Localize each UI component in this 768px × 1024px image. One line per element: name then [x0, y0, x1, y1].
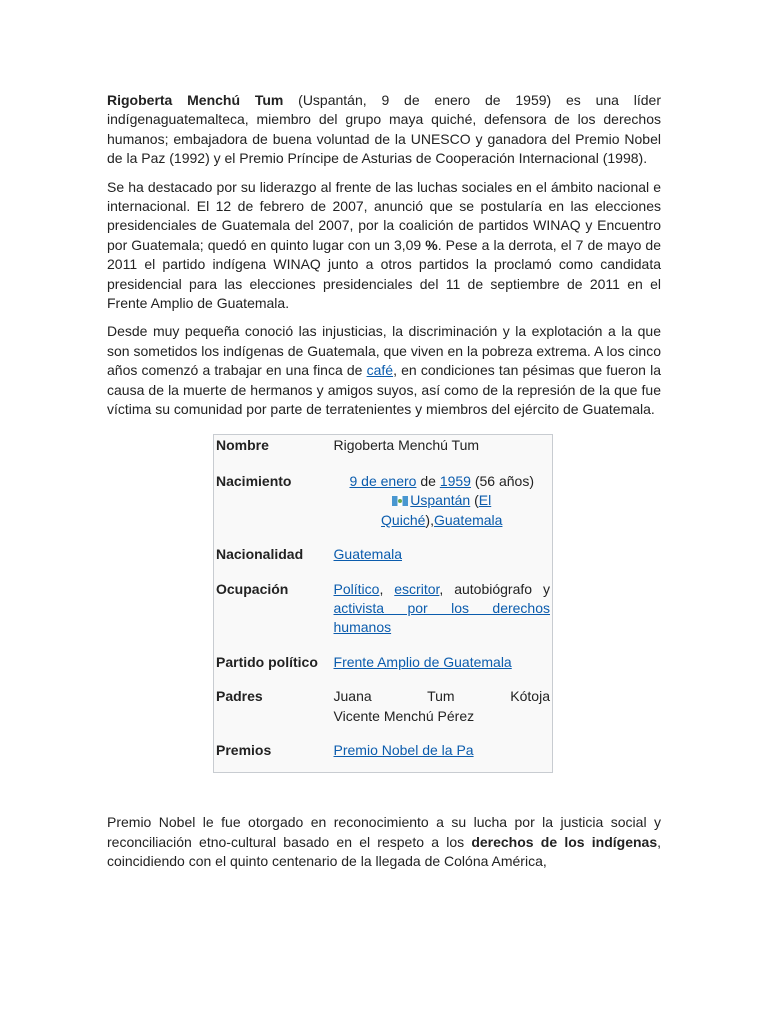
birth-de: de	[416, 472, 440, 489]
paragraph-career	[107, 178, 661, 314]
paragraph-intro-text: (Uspantán, 9 de enero de 1959) es una líder indígenaguatemalteca, miembro del grupo maya quiché, defensora de los derechos humanos; embajadora de buena voluntad de la UNESCO y ganadora del Premio Nobel de la Paz (1992) y el Premio Príncipe de Asturias de Cooperación Internacional (1998).	[107, 92, 661, 167]
padres-mother: Juana Tum Kótoja	[333, 688, 550, 705]
infobox-label-nacionalidad: Nacionalidad	[216, 546, 304, 563]
infobox-value-nacionalidad	[334, 544, 553, 564]
link-activista[interactable]: activista por los derechos humanos	[333, 599, 550, 636]
infobox-row-padres	[214, 686, 553, 726]
infobox-row-nacimiento	[214, 471, 553, 530]
link-el-quiche[interactable]: El Quiché	[381, 492, 492, 528]
infobox	[213, 434, 553, 774]
paragraph-intro	[107, 91, 661, 169]
paragraph-nobel-bold: derechos de los indígenas	[471, 833, 658, 850]
document-page	[107, 91, 661, 881]
infobox-label-premios: Premios	[216, 741, 272, 758]
infobox-value-partido	[334, 652, 553, 672]
guatemala-flag-icon	[392, 496, 408, 506]
infobox-label-ocupacion: Ocupación	[216, 580, 289, 597]
infobox-row-premios	[214, 740, 553, 760]
paragraph-nobel-text-b: , coincidiendo con el quinto centenario de la llegada de Colóna América,	[107, 833, 662, 870]
infobox-value-ocupacion	[334, 579, 553, 638]
ocupacion-text: , autobiógrafo y	[439, 580, 550, 597]
link-uspantan[interactable]: Uspantán	[410, 492, 471, 509]
infobox-value-nacimiento	[334, 471, 553, 530]
link-frente-amplio[interactable]: Frente Amplio de Guatemala	[333, 653, 512, 670]
link-guatemala-birth[interactable]: Guatemala	[433, 511, 503, 528]
infobox-value-premios	[334, 740, 553, 760]
birth-paren-close: ),	[425, 511, 434, 528]
birth-paren-open: (	[470, 492, 479, 509]
infobox-value-nombre: Rigoberta Menchú Tum	[333, 436, 480, 453]
birth-age: (56 años)	[470, 472, 535, 489]
paragraph-childhood-text-b: , en condiciones tan pésimas que fueron la causa de la muerte de hermanos y amigos suyos, así como de la represión de la que fue víctima su comunidad por parte de terratenientes y miembros del ejército de Guatemala.	[107, 362, 661, 418]
padres-father: Vicente Menchú Pérez	[333, 707, 475, 724]
paragraph-career-text-a: Se ha destacado por su liderazgo al frente de las luchas sociales en el ámbito nacional e internacional. El 12 de febrero de 2007, anunció que se postularía en las elecciones presidenciales de Guatemala del 2007, por la coalición de partidos WINAQ y Encuentro por Guatemala; quedó en quinto lugar con un 3,09	[107, 178, 661, 253]
paragraph-career-text-b: . Pese a la derrota, el 7 de mayo de 2011 el partido indígena WINAQ junto a otros partidos la proclamó como candidata presidencial para las elecciones presidenciales del 11 de septiembre de 2011 en el Frente Amplio de Guatemala.	[107, 236, 661, 312]
ocupacion-sep: ,	[379, 580, 395, 597]
link-politico[interactable]: Político	[333, 580, 380, 597]
link-cafe[interactable]: café	[366, 362, 394, 379]
infobox-row-ocupacion	[214, 579, 553, 638]
infobox-value-padres	[334, 686, 553, 726]
link-birth-year[interactable]: 1959	[439, 472, 471, 489]
infobox-row-partido	[214, 652, 553, 672]
infobox-label-nombre: Nombre	[216, 436, 269, 453]
link-premio-nobel[interactable]: Premio Nobel de la Pa	[333, 741, 474, 758]
subject-name: Rigoberta Menchú Tum	[107, 92, 284, 108]
infobox-label-padres: Padres	[216, 688, 263, 705]
percent-sign: %	[425, 236, 438, 253]
paragraph-childhood	[107, 322, 661, 419]
infobox-label-nacimiento: Nacimiento	[216, 472, 292, 489]
infobox-row-nombre	[214, 434, 553, 455]
infobox-row-nacionalidad	[214, 544, 553, 564]
infobox-label-partido: Partido político	[216, 653, 318, 670]
paragraph-nobel	[107, 813, 661, 871]
paragraph-nobel-text-a: Premio Nobel le fue otorgado en reconocimiento a su lucha por la justicia social y reconciliación etno-cultural basado en el respeto a los	[107, 814, 661, 850]
link-escritor[interactable]: escritor	[394, 580, 440, 597]
link-guatemala-nationality[interactable]: Guatemala	[333, 546, 402, 563]
paragraph-childhood-text-a: Desde muy pequeña conoció las injusticias, la discriminación y la explotación a la que son sometidos los indígenas de Guatemala, que viven en la pobreza extrema. A los cinco años comenzó a trabajar en una finca de	[107, 323, 661, 379]
link-birth-date[interactable]: 9 de enero	[349, 472, 417, 489]
